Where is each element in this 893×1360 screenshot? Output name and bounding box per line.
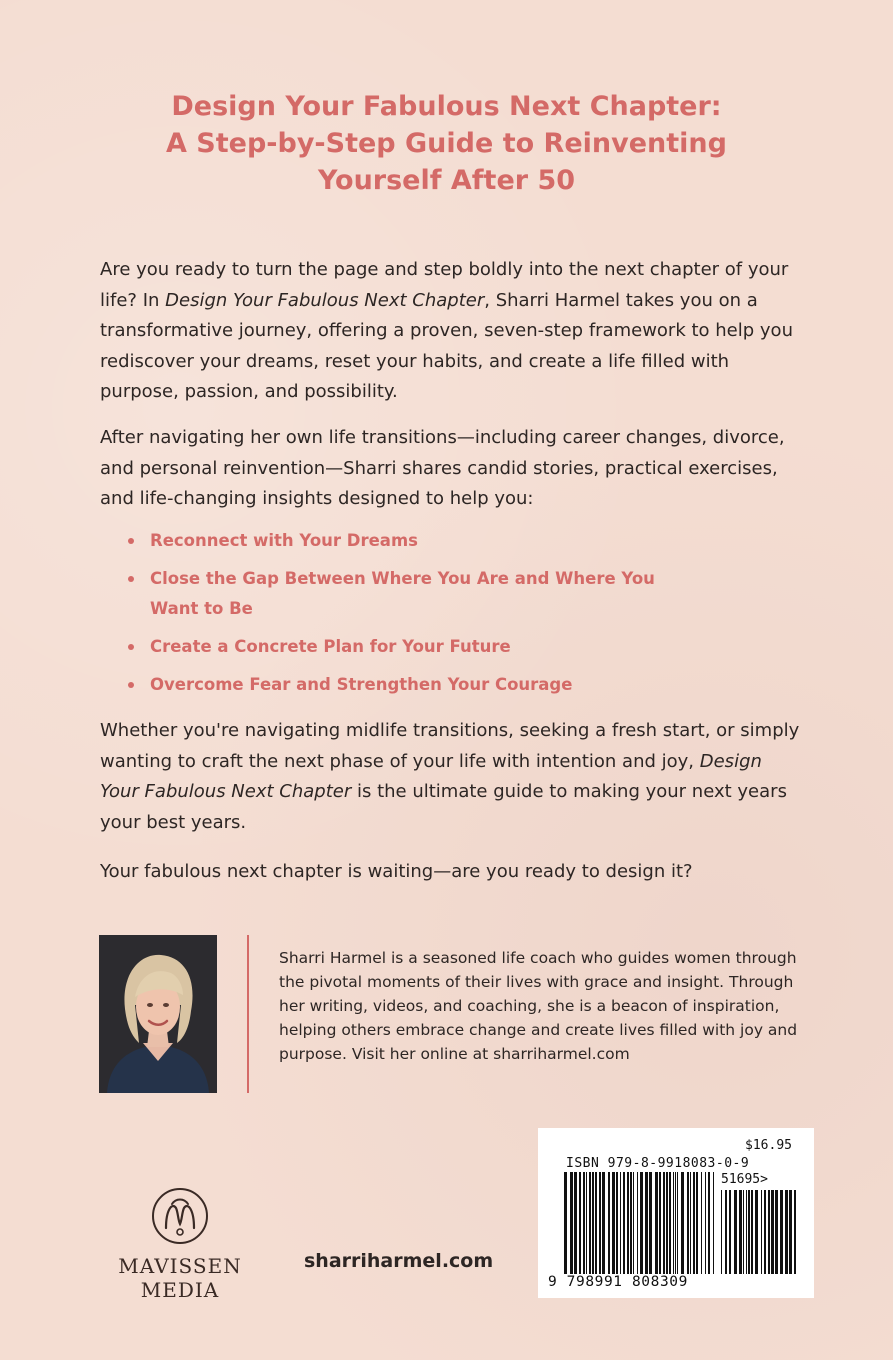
closing-paragraph xyxy=(100,716,800,838)
publisher-name: MAVISSEN MEDIA xyxy=(118,1254,242,1302)
publisher-logo xyxy=(85,1186,275,1302)
isbn-number: ISBN 979-8-9918083-0-9 xyxy=(566,1156,750,1171)
book-title xyxy=(60,88,833,199)
benefit-item: Reconnect with Your Dreams xyxy=(128,526,748,556)
intro-text-a: Are you ready to turn the page and step boldly into the next chapter of your life? In xyxy=(100,259,789,311)
closing-text-b: is the ultimate guide to making your next years your best years. xyxy=(100,781,787,833)
intro-book-title: Design Your Fabulous Next Chapter xyxy=(165,289,485,311)
title-line-3: Yourself After 50 xyxy=(317,165,576,196)
benefit-item: Close the Gap Between Where You Are and Where You Want to Be xyxy=(128,564,688,624)
call-to-action: Your fabulous next chapter is waiting—are you ready to design it? xyxy=(100,861,693,882)
closing-book-title: Design Your Fabulous Next Chapter xyxy=(100,750,762,802)
author-website: sharriharmel.com xyxy=(304,1250,494,1272)
author-divider xyxy=(247,935,249,1093)
transitions-paragraph: After navigating her own life transitions—including career changes, divorce, and personal reinvention—Sharri shares candid stories, practical exercises, and life-changing insights designed to help you: xyxy=(100,427,785,509)
barcode-digits: 9 798991 808309 xyxy=(548,1274,688,1290)
title-line-1: Design Your Fabulous Next Chapter: xyxy=(171,91,722,122)
author-photo xyxy=(99,935,217,1093)
price: $16.95 xyxy=(745,1138,792,1153)
title-line-2: A Step-by-Step Guide to Reinventing xyxy=(166,128,727,159)
intro-text-b: , Sharri Harmel takes you on a transformative journey, offering a proven, seven-step framework to help you rediscover your dreams, reset your habits, and create a life filled with purpose, passion, and possibility. xyxy=(100,289,793,402)
isbn-barcode xyxy=(538,1128,814,1298)
barcode-addon-code: 51695> xyxy=(721,1172,768,1187)
benefits-list xyxy=(128,526,748,708)
benefit-item: Overcome Fear and Strengthen Your Courage xyxy=(128,670,748,700)
benefit-item: Create a Concrete Plan for Your Future xyxy=(128,632,748,662)
author-portrait-illustration xyxy=(99,935,217,1093)
closing-text-a: Whether you're navigating midlife transitions, seeking a fresh start, or simply wanting to craft the next phase of your life with intention and joy, xyxy=(100,720,800,772)
author-bio: Sharri Harmel is a seasoned life coach who guides women through the pivotal moments of their lives with grace and insight. Through her writing, videos, and coaching, she is a beacon of inspiration, helping others embrace change and create lives filled with joy and purpose. Visit her online at sharriharmel.com xyxy=(279,949,798,1063)
barcode-bars xyxy=(538,1128,814,1298)
publisher-monogram-icon xyxy=(150,1186,210,1246)
intro-paragraph xyxy=(100,255,800,408)
